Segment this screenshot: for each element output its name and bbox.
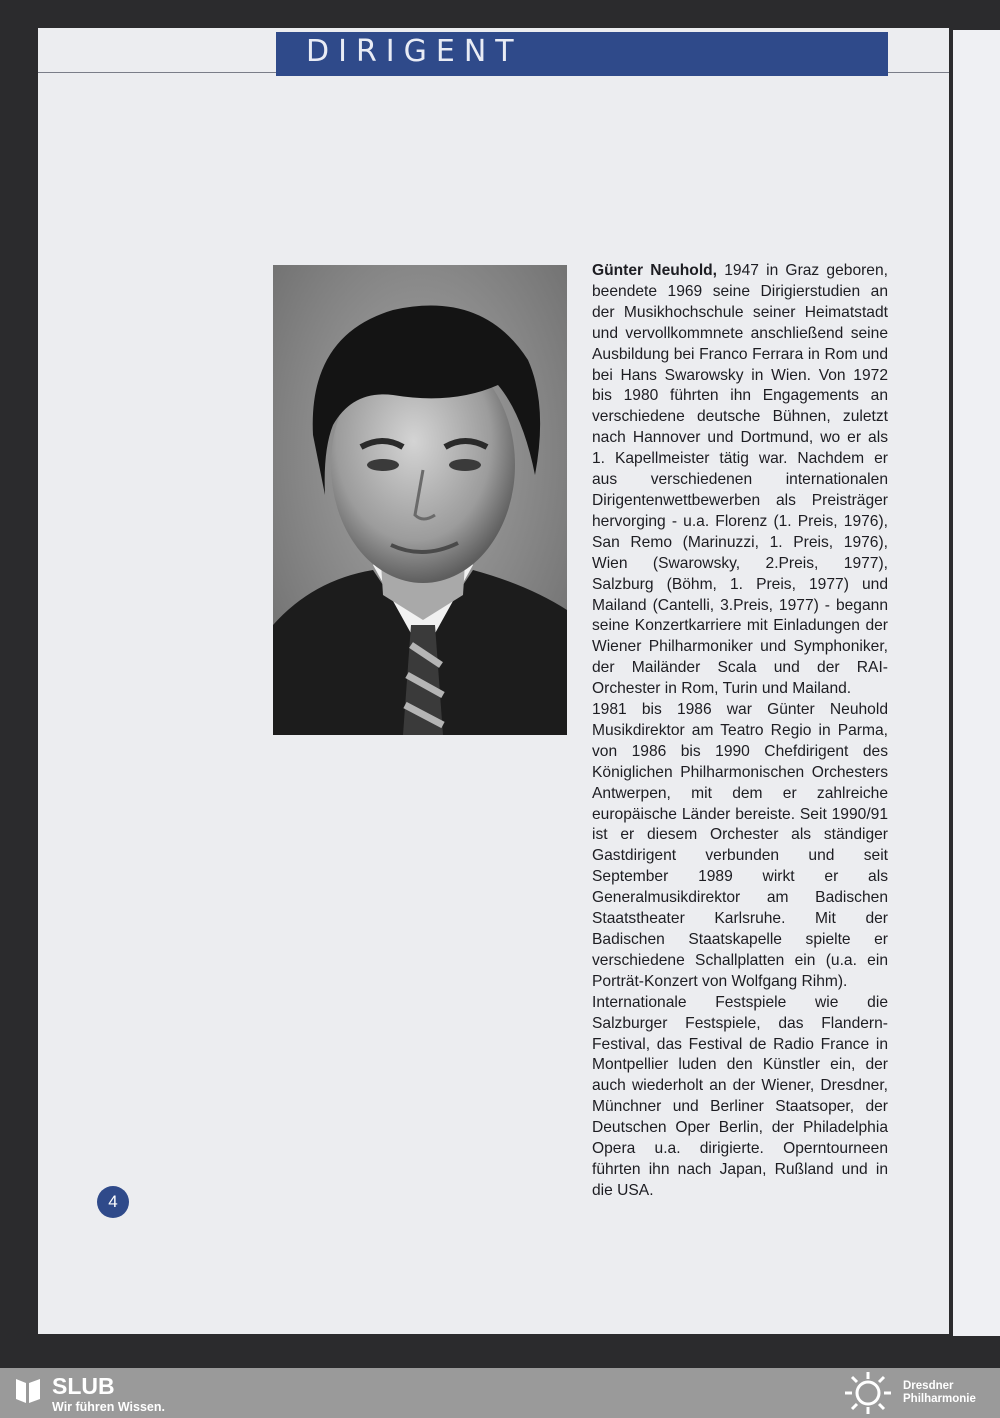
slub-name: SLUB bbox=[52, 1373, 115, 1399]
portrait-photo-icon bbox=[273, 265, 567, 735]
slub-book-icon bbox=[14, 1375, 42, 1405]
portrait-photo bbox=[273, 265, 567, 735]
biography-paragraph-1: Günter Neuhold, 1947 in Graz geboren, beendete 1969 seine Dirigierstudien an der Musikhochschule seiner Heimatstadt und vervollkommnete anschließend seine Ausbildung bei Franco Ferrara in Rom und bei Hans Swarowsky in Wien. Von 1972 bis 1980 führten ihn Engagements an verschiedene deutsche Bühnen, zuletzt nach Hannover und Dortmund, wo er als 1. Kapellmeister tätig war. Nachdem er aus verschiedenen internationalen Dirigentenwettbewerben als Preisträger hervorging - u.a. Florenz (1. Preis, 1976), San Remo (Marinuzzi, 1. Preis, 1976), Wien (Swarowsky, 2.Preis, 1977), Salzburg (Böhm, 1. Preis, 1977) und Mailand (Cantelli, 3.Preis, 1977) - begann seine Konzertkarriere mit Einladungen der Wiener Philharmoniker und Symphoniker, der Mailänder Scala und der RAI-Orchester in Rom, Turin und Mailand. bbox=[592, 262, 888, 698]
adjacent-page-edge bbox=[953, 30, 1000, 1336]
partner-name: Dresdner Philharmonie bbox=[903, 1380, 976, 1405]
dresdner-philharmonie-sun-logo bbox=[843, 1370, 893, 1416]
biography-paragraph-2: 1981 bis 1986 war Günter Neuhold Musikdirektor am Teatro Regio in Parma, von 1986 bis 1990 Chefdirigent des Königlichen Philharmonischen Orchesters Antwerpen, mit dem er zahlreiche europäische Länder bereiste. Seit 1990/91 ist er diesem Orchester als ständiger Gastdirigent verbunden und seit September 1989 wirkt er als Generalmusikdirektor am Badischen Staatstheater Karlsruhe. Mit der Badischen Staatskapelle spielte er verschiedene Schallplatten ein (u.a. ein Porträt-Konzert von Wolfgang Rihm). bbox=[592, 701, 888, 990]
biography-paragraph-3: Internationale Festspiele wie die Salzburger Festspiele, das Flandern-Festival, das Festival de Radio France in Montpellier luden den Künstler ein, der auch wiederholt an der Wiener, Dresdner, Münchner und Berliner Staatsoper, der Deutschen Oper Berlin, der Philadelphia Opera u.a. dirigierte. Operntourneen führten ihn nach Japan, Rußland und in die USA. bbox=[592, 993, 888, 1199]
artist-name: Günter Neuhold, bbox=[592, 262, 718, 279]
page-number-badge: 4 bbox=[97, 1186, 129, 1218]
brochure-page bbox=[38, 28, 949, 1334]
slub-slogan: Wir führen Wissen. bbox=[52, 1400, 165, 1414]
page-title: DIRIGENT bbox=[306, 34, 523, 69]
footer-bar bbox=[0, 1368, 1000, 1418]
biography-text bbox=[592, 261, 888, 1202]
